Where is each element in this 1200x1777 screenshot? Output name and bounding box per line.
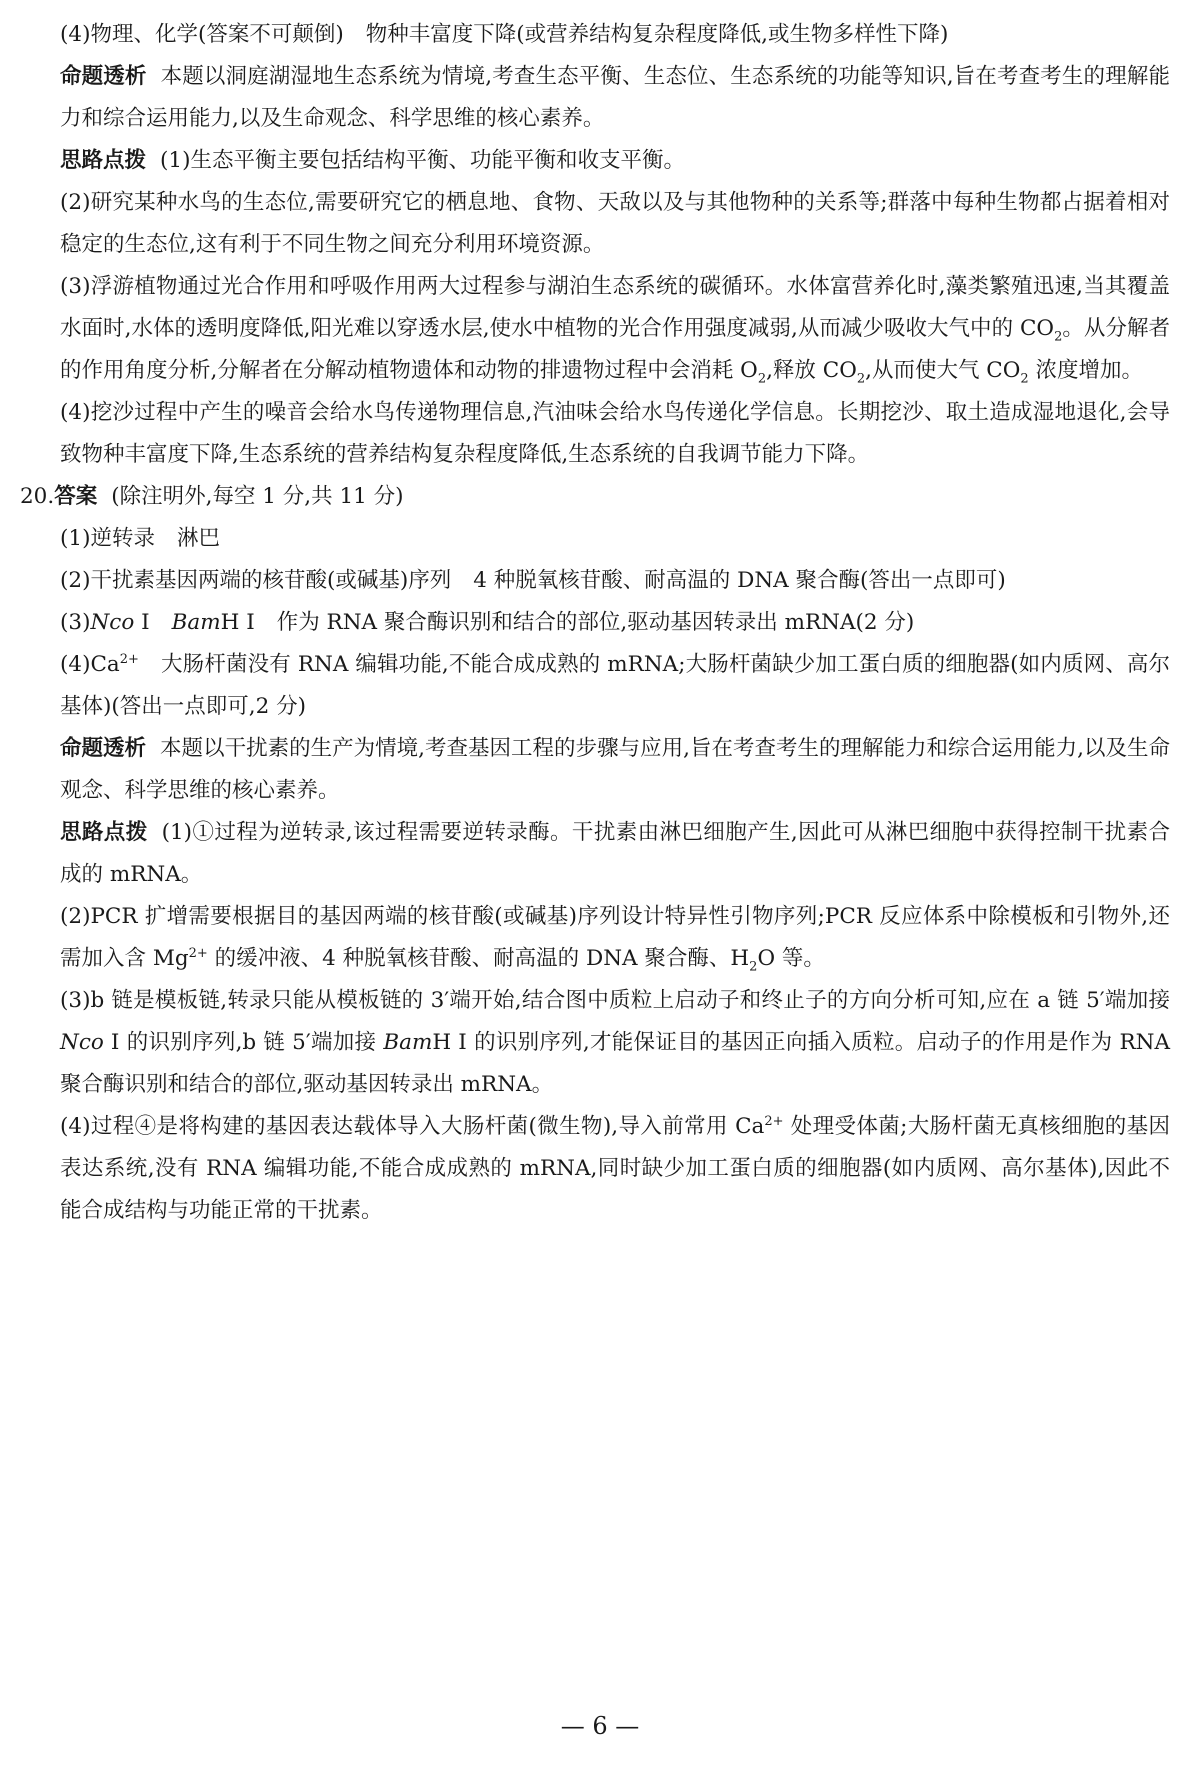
answer-text: (4)物理、化学(答案不可颠倒) <box>60 22 344 47</box>
q20-hint-1 <box>60 812 1170 896</box>
hint-text: ,从而使大气 CO <box>865 358 1021 383</box>
page-number: — 6 — <box>560 1712 640 1740</box>
hint-text: (4)挖沙过程中产生的噪音会给水鸟传递物理信息,汽油味会给水鸟传递化学信息。长期挖沙、取土造成湿地退化,会导致物种丰富度下降,生态系统的营养结构复杂程度降低,生态系统的自我调节能力下降。 <box>60 400 1170 467</box>
section-label: 命题透析 <box>60 736 147 761</box>
superscript: 2+ <box>188 945 208 961</box>
q20-hint-4 <box>60 1106 1170 1232</box>
q20-answer-1 <box>60 518 1170 560</box>
superscript: 2+ <box>764 1113 784 1129</box>
answer-text: (1)逆转录 <box>60 526 155 551</box>
enzyme-suffix: Ⅰ <box>134 610 150 635</box>
score-note: (除注明外,每空 1 分,共 11 分) <box>111 484 404 509</box>
hint-text: 的缓冲液、4 种脱氧核苷酸、耐高温的 DNA 聚合酶、H <box>207 946 750 971</box>
answer-text: 淋巴 <box>176 526 220 551</box>
q20-hint-2 <box>60 896 1170 980</box>
section-label: 答案 <box>54 484 98 509</box>
answer-text: (2)干扰素基因两端的核苷酸(或碱基)序列 <box>60 568 452 593</box>
q19-answer-4 <box>60 14 1170 56</box>
q20-answer-4 <box>60 644 1170 728</box>
page-content <box>20 14 1170 1232</box>
enzyme-name: Bam <box>383 1030 433 1055</box>
enzyme-name: Nco <box>60 1030 104 1055</box>
hint-text: ,释放 CO <box>766 358 857 383</box>
q20-answer-2 <box>60 560 1170 602</box>
subscript: 2 <box>749 959 758 975</box>
answer-text: 物种丰富度下降(或营养结构复杂程度降低,或生物多样性下降) <box>365 22 949 47</box>
q19-hint-3 <box>60 266 1170 392</box>
hint-text: (2)PCR 扩增需要根据目的基因两端的核苷酸(或碱基)序列设计特异性引物序列;PCR 反应体系中除模板和引物外,还需加入含 Mg <box>60 904 1170 971</box>
subscript: 2 <box>1054 329 1063 345</box>
q19-hint-1 <box>60 140 1170 182</box>
subscript: 2 <box>757 371 767 387</box>
hint-text: (3)浮游植物通过光合作用和呼吸作用两大过程参与湖泊生态系统的碳循环。水体富营养化时,藻类繁殖迅速,当其覆盖水面时,水体的透明度降低,阳光难以穿透水层,使水中植物的光合作用强度减弱,从而减少吸收大气中的 CO <box>60 274 1170 341</box>
analysis-text: 本题以干扰素的生产为情境,考查基因工程的步骤与应用,旨在考查考生的理解能力和综合运用能力,以及生命观念、科学思维的核心素养。 <box>60 736 1170 803</box>
q20-hint-3 <box>60 980 1170 1106</box>
q20-analysis <box>60 728 1170 812</box>
enzyme-suffix: H Ⅰ <box>432 1030 467 1055</box>
section-label: 命题透析 <box>60 64 147 89</box>
answer-text: (4)Ca <box>60 652 120 677</box>
hint-text: (1)生态平衡主要包括结构平衡、功能平衡和收支平衡。 <box>160 148 685 173</box>
hint-text: (1)①过程为逆转录,该过程需要逆转录酶。干扰素由淋巴细胞产生,因此可从淋巴细胞中获得控制干扰素合成的 mRNA。 <box>60 820 1170 887</box>
hint-text: (4)过程④是将构建的基因表达载体导入大肠杆菌(微生物),导入前常用 Ca <box>60 1114 765 1139</box>
question-number: 20. <box>20 484 55 509</box>
section-label: 思路点拨 <box>60 820 148 845</box>
hint-text: (3)b 链是模板链,转录只能从模板链的 3′端开始,结合图中质粒上启动子和终止子的方向分析可知,应在 a 链 5′端加接 <box>60 988 1170 1013</box>
answer-text: 作为 RNA 聚合酶识别和结合的部位,驱动基因转录出 mRNA(2 分) <box>276 610 915 635</box>
enzyme-suffix: H Ⅰ <box>220 610 255 635</box>
section-label: 思路点拨 <box>60 148 147 173</box>
answer-text: 4 种脱氧核苷酸、耐高温的 DNA 聚合酶(答出一点即可) <box>473 568 1006 593</box>
hint-text: 浓度增加。 <box>1028 358 1143 383</box>
enzyme-suffix: Ⅰ <box>103 1030 120 1055</box>
superscript: 2+ <box>119 651 139 667</box>
hint-text: 。从分解者的作用角度分析,分解者在分解动植物遗体和动物的排遗物过程中会消耗 O <box>60 316 1170 383</box>
enzyme-name: Bam <box>171 610 221 635</box>
hint-text: 处理受体菌;大肠杆菌无真核细胞的基因表达系统,没有 RNA 编辑功能,不能合成成熟的 mRNA,同时缺少加工蛋白质的细胞器(如内质网、高尔基体),因此不能合成结构与功能正常的干扰素。 <box>60 1114 1170 1223</box>
subscript: 2 <box>1020 371 1029 387</box>
q19-hint-2 <box>60 182 1170 266</box>
q20-header <box>20 476 1170 518</box>
hint-text: O 等。 <box>757 946 825 971</box>
q19-hint-4 <box>60 392 1170 476</box>
hint-text: 的识别序列,b 链 5′端加接 <box>119 1030 384 1055</box>
hint-text: 的识别序列,才能保证目的基因正向插入质粒。启动子的作用是作为 RNA 聚合酶识别和结合的部位,驱动基因转录出 mRNA。 <box>60 1030 1170 1097</box>
hint-text: (2)研究某种水鸟的生态位,需要研究它的栖息地、食物、天敌以及与其他物种的关系等;群落中每种生物都占据着相对稳定的生态位,这有利于不同生物之间充分利用环境资源。 <box>60 190 1170 257</box>
q19-analysis <box>60 56 1170 140</box>
enzyme-name: Nco <box>90 610 135 635</box>
q20-answer-3 <box>60 602 1170 644</box>
analysis-text: 本题以洞庭湖湿地生态系统为情境,考查生态平衡、生态位、生态系统的功能等知识,旨在考查考生的理解能力和综合运用能力,以及生命观念、科学思维的核心素养。 <box>60 64 1170 131</box>
subscript: 2 <box>856 371 866 387</box>
answer-text: (3) <box>60 610 91 635</box>
answer-text: 大肠杆菌没有 RNA 编辑功能,不能合成成熟的 mRNA;大肠杆菌缺少加工蛋白质的细胞器(如内质网、高尔基体)(答出一点即可,2 分) <box>60 652 1170 719</box>
